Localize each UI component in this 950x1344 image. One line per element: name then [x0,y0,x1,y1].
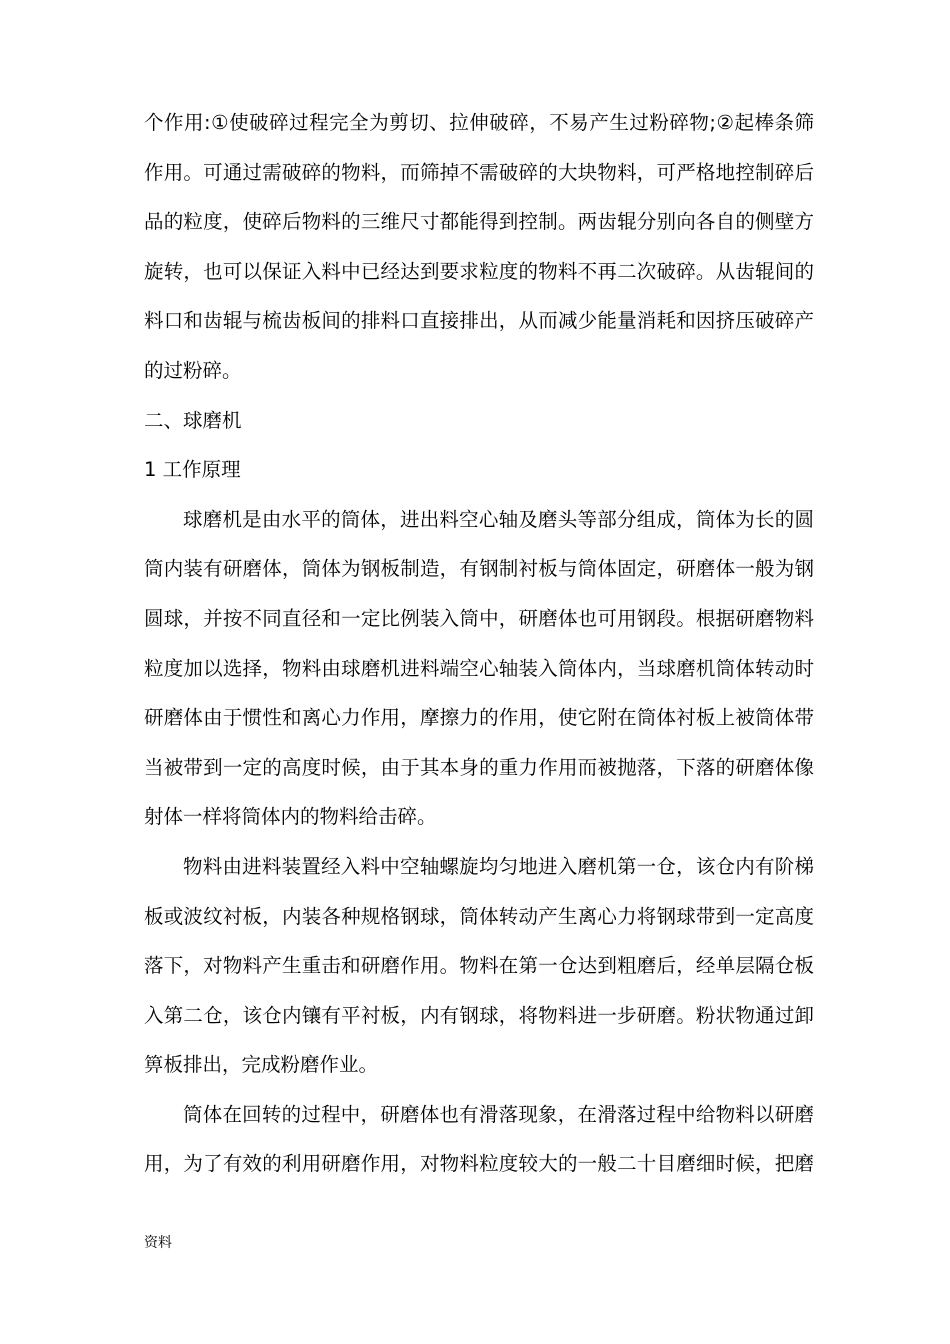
text-line: 粒度加以选择，物料由球磨机进料端空心轴装入筒体内，当球磨机筒体转动时 [144,656,814,680]
text-line: 筒体在回转的过程中，研磨体也有滑落现象，在滑落过程中给物料以研磨 [183,1102,814,1126]
text-line: 球磨机是由水平的筒体，进出料空心轴及磨头等部分组成，筒体为长的圆 [183,507,814,531]
text-line: 箅板排出，完成粉磨作业。 [144,1053,379,1077]
document-body [144,98,814,1189]
text-line: 当被带到一定的高度时候，由于其本身的重力作用而被抛落，下落的研磨体像 [144,755,814,779]
text-line: 落下，对物料产生重击和研磨作用。物料在第一仓达到粗磨后，经单层隔仓板 [144,954,814,978]
text-line: 物料由进料装置经入料中空轴螺旋均匀地进入磨机第一仓，该仓内有阶梯 [183,854,814,878]
text-line: 的过粉碎。 [144,358,242,382]
text-line: 用，为了有效的利用研磨作用，对物料粒度较大的一般二十目磨细时候，把磨 [144,1152,814,1176]
text-line: 筒内装有研磨体，筒体为钢板制造，有钢制衬板与筒体固定，研磨体一般为钢 [144,557,814,581]
text-line: 品的粒度，使碎后物料的三维尺寸都能得到控制。两齿辊分别向各自的侧壁方 [144,210,814,234]
page-footer-label: 资料 [144,1235,172,1251]
text-line: 入第二仓，该仓内镶有平衬板，内有钢球，将物料进一步研磨。粉状物通过卸 [144,1003,814,1027]
text-line: 旋转，也可以保证入料中已经达到要求粒度的物料不再二次破碎。从齿辊间的 [144,259,814,283]
text-line: 作用。可通过需破碎的物料，而筛掉不需破碎的大块物料，可严格地控制碎后 [144,160,814,184]
text-line: 研磨体由于惯性和离心力作用，摩擦力的作用，使它附在筒体衬板上被筒体带 [144,706,814,730]
text-line: 射体一样将筒体内的物料给击碎。 [144,805,437,829]
text-line: 个作用:①使破碎过程完全为剪切、拉伸破碎，不易产生过粉碎物;②起棒条筛 [144,111,814,134]
text-line: 板或波纹衬板，内装各种规格钢球，筒体转动产生离心力将钢球带到一定高度 [144,904,814,928]
text-line: 圆球，并按不同直径和一定比例装入筒中，研磨体也可用钢段。根据研磨物料 [144,606,814,630]
subsection-heading: 1 工作原理 [144,458,241,482]
section-heading: 二、球磨机 [144,408,242,432]
text-line: 料口和齿辊与梳齿板间的排料口直接排出，从而减少能量消耗和因挤压破碎产 [144,309,814,333]
